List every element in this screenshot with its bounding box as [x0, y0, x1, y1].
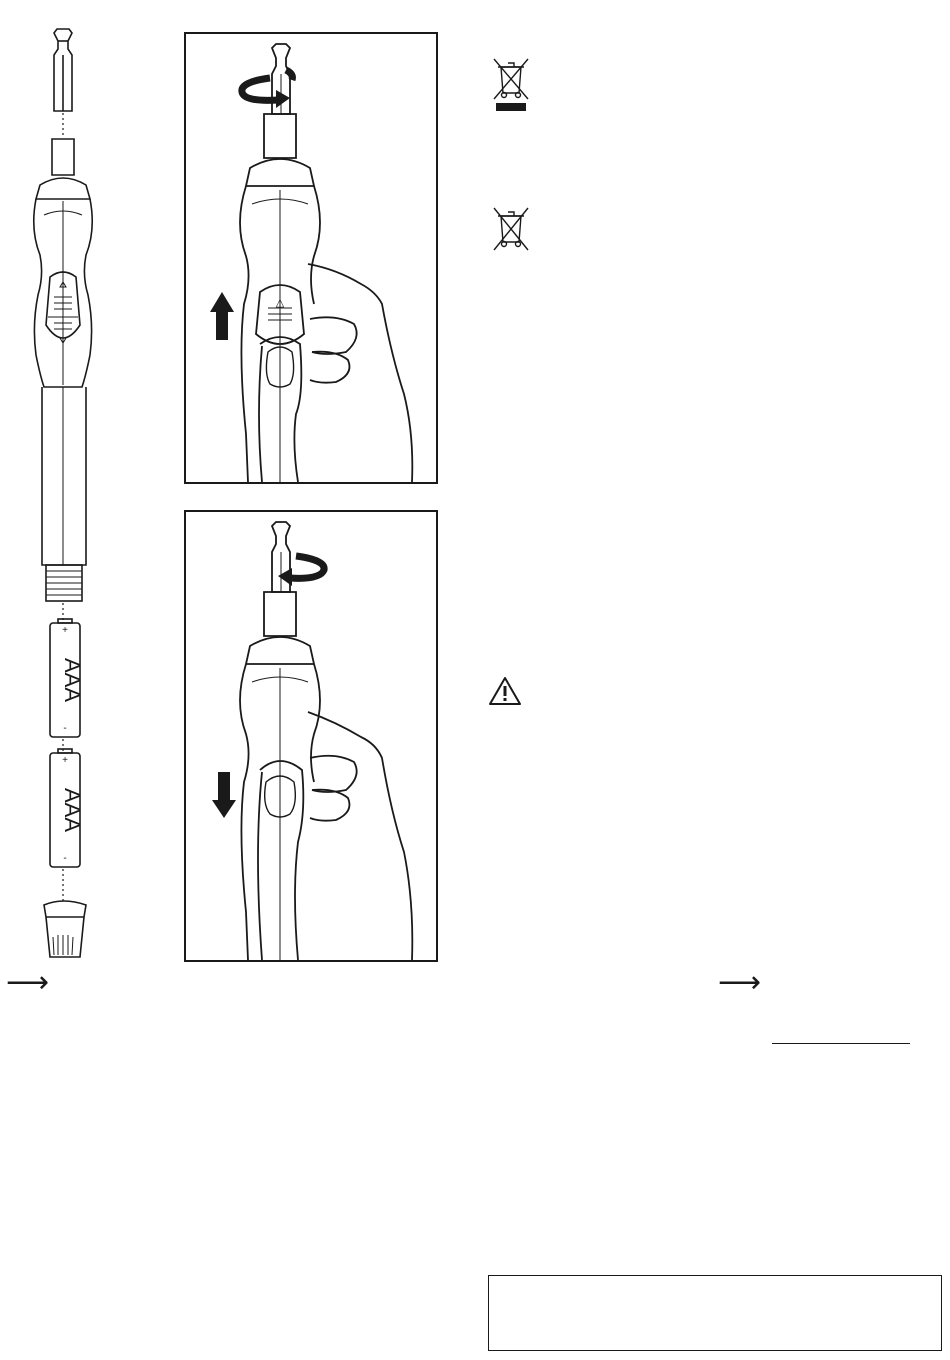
battery-1-minus: -	[63, 723, 67, 734]
underline-rule	[772, 1043, 910, 1044]
battery-2-minus: -	[63, 853, 67, 864]
rotation-arrow-clockwise	[242, 70, 293, 108]
exploded-view-drawing	[20, 25, 120, 970]
weee-bin-symbol	[488, 206, 534, 254]
panel-reverse-rotation	[184, 510, 438, 962]
arrow-left: ⟶	[6, 965, 50, 1000]
warning-triangle-icon	[488, 676, 522, 706]
screwdriver-bit	[54, 29, 72, 111]
battery-1-label: AAA	[60, 657, 85, 703]
arrow-right: ⟶	[718, 965, 762, 1000]
rotation-arrow-counterclockwise	[278, 556, 324, 586]
up-arrow-icon	[210, 292, 234, 340]
switch-marking: △	[275, 297, 285, 309]
crossed-out-wheelie-bin-icon	[488, 206, 534, 254]
hand-holding-screwdriver-reverse	[186, 512, 436, 960]
warning-symbol	[488, 676, 522, 706]
footer-box	[488, 1275, 942, 1351]
battery-1-plus: +	[62, 625, 68, 636]
exploded-view	[20, 25, 120, 970]
battery-2-plus: +	[62, 755, 68, 766]
panel-forward-rotation	[184, 32, 438, 484]
weee-bin-with-bar-symbol	[488, 55, 534, 115]
battery-2-label: AAA	[60, 787, 85, 833]
battery-cap	[44, 901, 86, 957]
crossed-out-wheelie-bin-with-bar-icon	[488, 55, 534, 115]
hand-holding-screwdriver-forward	[186, 34, 436, 482]
down-arrow-icon	[212, 772, 236, 818]
